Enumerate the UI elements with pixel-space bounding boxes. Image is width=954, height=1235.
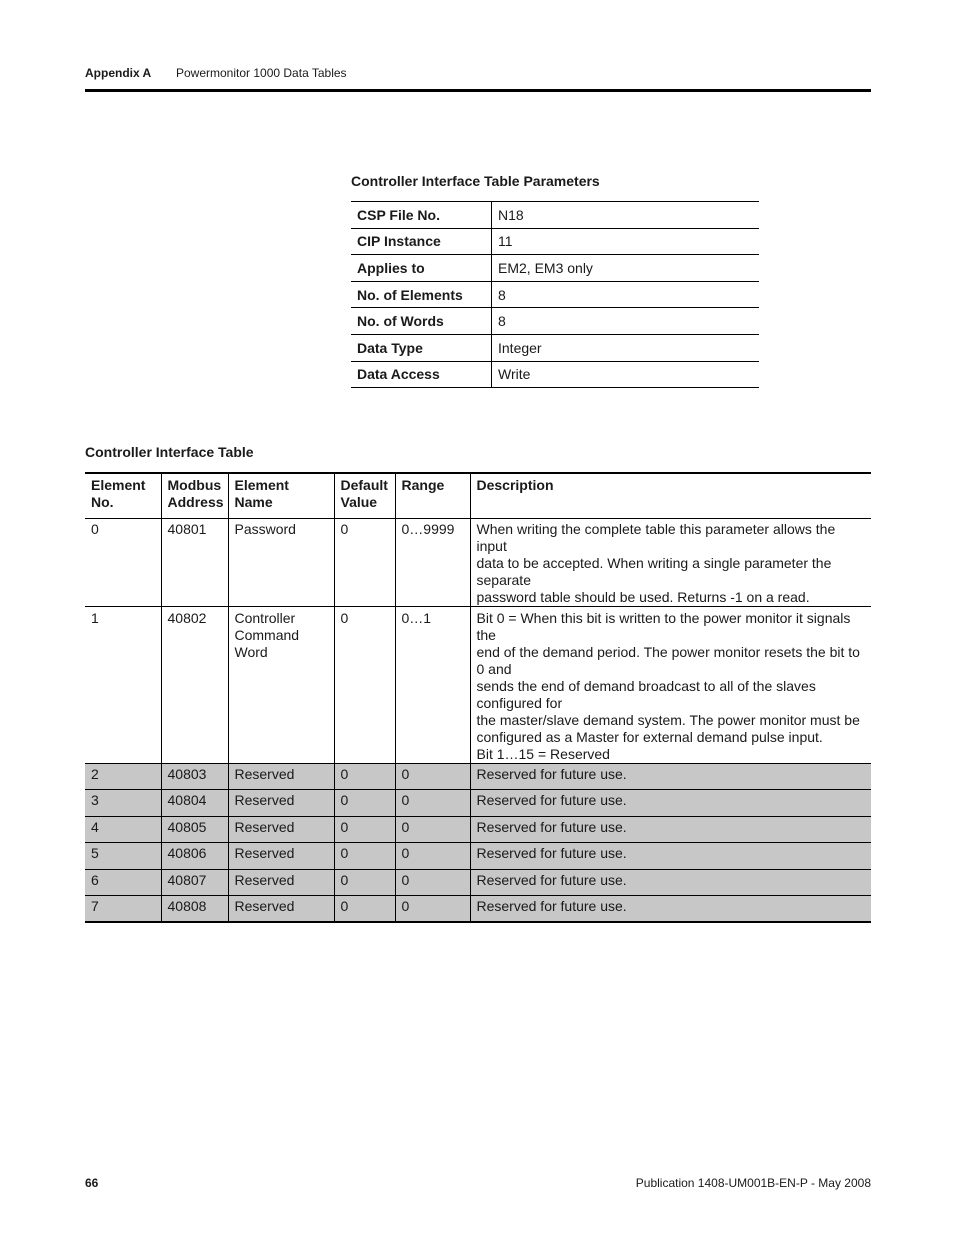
cell-address: 40807 [161, 869, 228, 896]
param-value: N18 [492, 202, 760, 229]
param-value: Write [492, 361, 760, 388]
cell-range: 0 [395, 790, 470, 817]
col-header-modbus-address: Modbus Address [161, 473, 228, 518]
cell-description: Reserved for future use. [470, 790, 871, 817]
param-key: Applies to [351, 255, 492, 282]
cell-address: 40801 [161, 518, 228, 606]
col-header-range: Range [395, 473, 470, 518]
param-key: No. of Words [351, 308, 492, 335]
cell-element-no: 6 [85, 869, 161, 896]
header-rule [85, 89, 871, 92]
cell-description: Reserved for future use. [470, 896, 871, 923]
param-value: EM2, EM3 only [492, 255, 760, 282]
controller-interface-table [85, 472, 871, 923]
cell-address: 40808 [161, 896, 228, 923]
cell-name: Reserved [228, 763, 334, 790]
cell-name: Reserved [228, 896, 334, 923]
page-header [85, 66, 347, 80]
params-table [351, 201, 759, 388]
cell-name: Reserved [228, 843, 334, 870]
cell-range: 0 [395, 896, 470, 923]
params-row [351, 228, 759, 255]
cell-description: Reserved for future use. [470, 763, 871, 790]
params-row [351, 308, 759, 335]
cell-name: Controller Command Word [228, 606, 334, 763]
cell-description: Reserved for future use. [470, 843, 871, 870]
param-key: CSP File No. [351, 202, 492, 229]
param-value: 8 [492, 281, 760, 308]
cell-element-no: 3 [85, 790, 161, 817]
cell-address: 40802 [161, 606, 228, 763]
cell-address: 40803 [161, 763, 228, 790]
col-header-default-value: Default Value [334, 473, 395, 518]
cell-default: 0 [334, 790, 395, 817]
cell-element-no: 0 [85, 518, 161, 606]
cell-address: 40804 [161, 790, 228, 817]
cell-description: When writing the complete table this parameter allows the input data to be accepted. When writing a single parameter the separate password table should be used. Returns -1 on a read. [470, 518, 871, 606]
col-header-element-no: Element No. [85, 473, 161, 518]
col-header-element-name: Element Name [228, 473, 334, 518]
params-row [351, 202, 759, 229]
cell-element-no: 5 [85, 843, 161, 870]
table-row [85, 790, 871, 817]
param-value: Integer [492, 334, 760, 361]
table-row [85, 896, 871, 923]
cell-range: 0…9999 [395, 518, 470, 606]
cell-default: 0 [334, 763, 395, 790]
params-row [351, 255, 759, 282]
param-value: 8 [492, 308, 760, 335]
params-table-title: Controller Interface Table Parameters [351, 173, 600, 189]
param-value: 11 [492, 228, 760, 255]
params-row [351, 334, 759, 361]
param-key: No. of Elements [351, 281, 492, 308]
ci-header-row [85, 473, 871, 518]
cell-name: Reserved [228, 869, 334, 896]
cell-range: 0 [395, 816, 470, 843]
param-key: CIP Instance [351, 228, 492, 255]
params-row [351, 361, 759, 388]
cell-address: 40805 [161, 816, 228, 843]
cell-range: 0…1 [395, 606, 470, 763]
cell-default: 0 [334, 518, 395, 606]
cell-description: Reserved for future use. [470, 869, 871, 896]
cell-element-no: 4 [85, 816, 161, 843]
table-row [85, 869, 871, 896]
cell-name: Reserved [228, 790, 334, 817]
ci-table-title: Controller Interface Table [85, 444, 254, 460]
page-number: 66 [85, 1176, 99, 1190]
cell-range: 0 [395, 869, 470, 896]
cell-name: Password [228, 518, 334, 606]
param-key: Data Access [351, 361, 492, 388]
cell-default: 0 [334, 896, 395, 923]
cell-default: 0 [334, 816, 395, 843]
table-row [85, 606, 871, 763]
table-row [85, 518, 871, 606]
col-header-description: Description [470, 473, 871, 518]
cell-default: 0 [334, 869, 395, 896]
table-row [85, 843, 871, 870]
cell-description: Reserved for future use. [470, 816, 871, 843]
table-row [85, 763, 871, 790]
cell-address: 40806 [161, 843, 228, 870]
cell-element-no: 7 [85, 896, 161, 923]
header-section: Appendix A [85, 66, 152, 80]
cell-default: 0 [334, 843, 395, 870]
cell-element-no: 1 [85, 606, 161, 763]
params-row [351, 281, 759, 308]
cell-range: 0 [395, 843, 470, 870]
cell-element-no: 2 [85, 763, 161, 790]
header-title: Powermonitor 1000 Data Tables [176, 66, 347, 80]
cell-range: 0 [395, 763, 470, 790]
publication-info: Publication 1408-UM001B-EN-P - May 2008 [635, 1176, 871, 1190]
cell-name: Reserved [228, 816, 334, 843]
table-row [85, 816, 871, 843]
param-key: Data Type [351, 334, 492, 361]
cell-default: 0 [334, 606, 395, 763]
cell-description: Bit 0 = When this bit is written to the power monitor it signals the end of the demand period. The power monitor resets the bit to 0 and sends the end of demand broadcast to all of the slaves configured for the master/slave demand system. The power monitor must be configured as a Master for external demand pulse input. Bit 1…15 = Reserved [470, 606, 871, 763]
